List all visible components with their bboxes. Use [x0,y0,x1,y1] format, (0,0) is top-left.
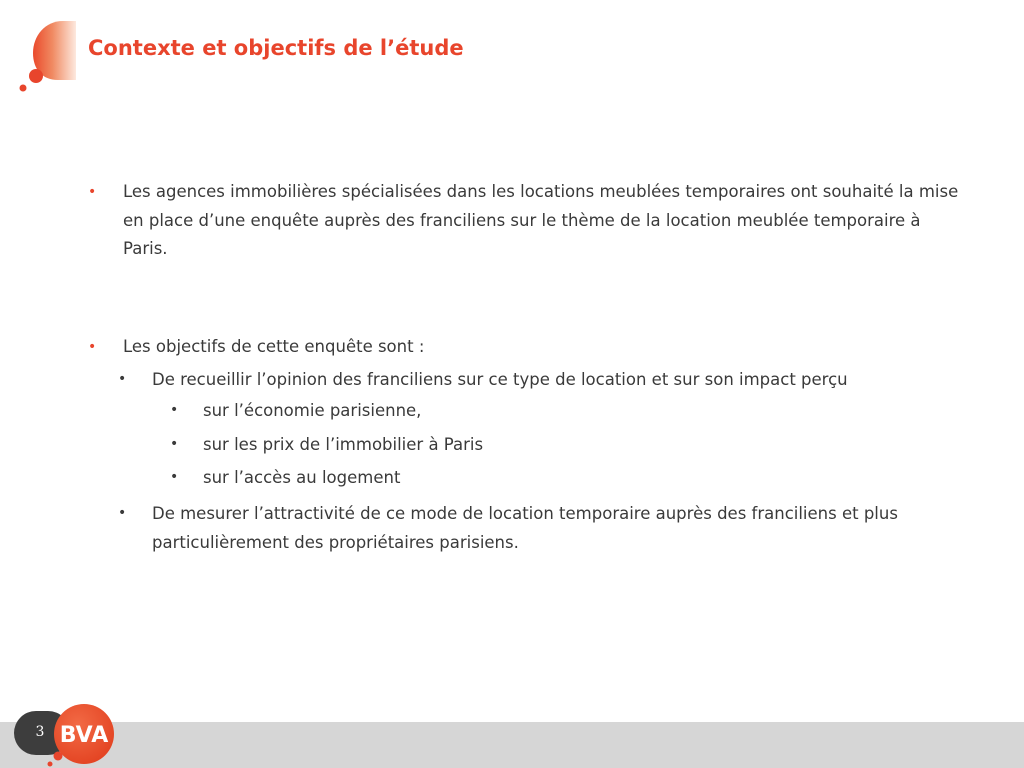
sub-sub-bullet-housing [88,461,968,495]
sub-bullet-text: De recueillir l’opinion des franciliens sur ce type de location et sur son impact perçu [152,370,848,389]
footer-band [0,722,1024,768]
sub-sub-bullet-marker: • [170,469,179,485]
sub-bullet-opinion [88,365,968,394]
bva-bubble-logo-icon [14,14,84,98]
sub-sub-bullet-text: sur les prix de l’immobilier à Paris [203,434,484,454]
sub-sub-bullet-text: sur l’accès au logement [203,468,401,487]
bullet-objectives [88,333,968,362]
page-number: 3 [35,724,45,740]
sub-sub-bullet-marker: • [170,435,179,452]
bullet-context [88,178,968,264]
bullet-marker: • [88,184,97,200]
bva-logo-icon [42,704,124,768]
bullet-text: Les objectifs de cette enquête sont : [123,336,425,356]
bullet-text: Les agences immobilières spécialisées dans les locations meublées temporaires ont souhaité la mise en place d’une enquête auprès des franciliens sur le thème de la location meublée temporaire à Paris. [123,182,959,258]
slide-title: Contexte et objectifs de l’étude [88,36,464,60]
sub-sub-bullet-economy [88,394,968,428]
sub-sub-bullet-marker: • [170,402,179,418]
bullet-marker: • [88,338,97,355]
sub-bullet-attractiveness [88,499,968,557]
logo-text: BVA [59,723,109,748]
slide-content [88,178,968,557]
sub-bullet-text: De mesurer l’attractivité de ce mode de location temporaire auprès des franciliens et plus particulièrement des propriétaires parisiens. [152,503,898,552]
sub-sub-bullet-text: sur l’économie parisienne, [203,401,422,420]
sub-bullet-marker: • [118,504,127,521]
sub-bullet-marker: • [118,371,127,387]
sub-sub-bullet-prices [88,428,968,462]
